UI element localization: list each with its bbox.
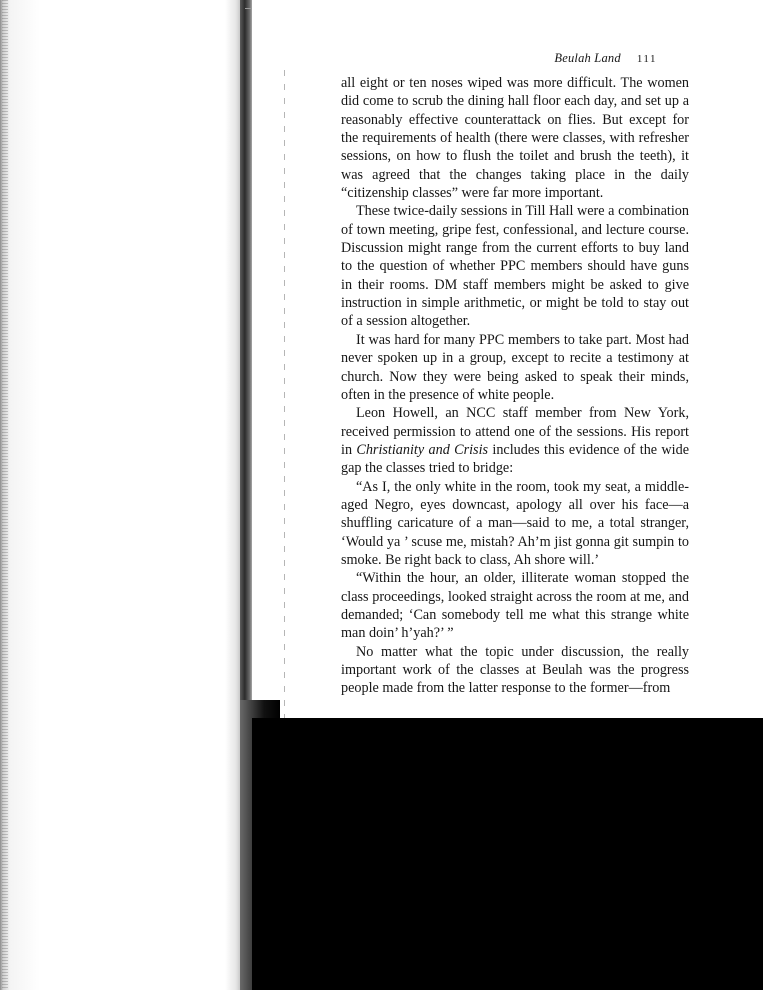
scan-black-region bbox=[252, 718, 763, 990]
paragraph: all eight or ten noses wiped was more difficult. The women did come to scrub the dining hall floor each day, and set up a reasonably effective counterattack on flies. But except for the requirements of health (there were classes, with refresher sessions, on how to flush the toilet and brush the teeth), it was agreed that the changes taking place in the daily “citizenship classes” were far more important. bbox=[341, 75, 689, 202]
page-number: 111 bbox=[636, 53, 657, 65]
page-margin-edge bbox=[284, 70, 285, 720]
running-head-title: Beulah Land bbox=[554, 51, 621, 65]
paragraph-text: Leon Howell, an NCC staff member from New York, received permission to attend one of the sessions. His report in bbox=[341, 405, 689, 458]
body-text bbox=[341, 74, 689, 698]
paragraph bbox=[341, 404, 689, 477]
quotation-paragraph: “Within the hour, an older, illiterate woman stopped the class proceedings, looked straight across the room at me, and demanded; ‘Can somebody tell me what this strange white man doin’ h’yah?’ ” bbox=[341, 570, 689, 642]
paragraph: It was hard for many PPC members to take part. Most had never spoken up in a group, except to recite a testimony at church. Now they were being asked to speak their minds, often in the presence of white people. bbox=[341, 331, 689, 403]
quotation-paragraph: “As I, the only white in the room, took my seat, a middle-aged Negro, eyes downcast, apology all over his face—a shuffling caricature of a man—said to me, a total stranger, ‘Would ya ’ scuse me, mistah? Ah’m jist gonna git sumpin to smoke. Be right back to class, Ah shore will.’ bbox=[341, 478, 689, 568]
paragraph: No matter what the topic under discussion, the really important work of the classes at Beulah was the progress people made from the latter response to the former—from bbox=[341, 643, 689, 697]
paragraph: These twice-daily sessions in Till Hall were a combination of town meeting, gripe fest, confessional, and lecture course. Discussion might range from the current efforts to buy land to the question of whether PPC members should have guns in their rooms. DM staff members might be asked to give instruction in simple arithmetic, or might be told to stay out of a session altogether. bbox=[341, 203, 689, 330]
left-page-gutter bbox=[0, 0, 245, 990]
publication-title: Christianity and Crisis bbox=[356, 441, 489, 458]
running-head bbox=[554, 51, 657, 66]
paragraph-text: includes this evidence of the wide gap the classes tried to bridge: bbox=[341, 441, 689, 477]
